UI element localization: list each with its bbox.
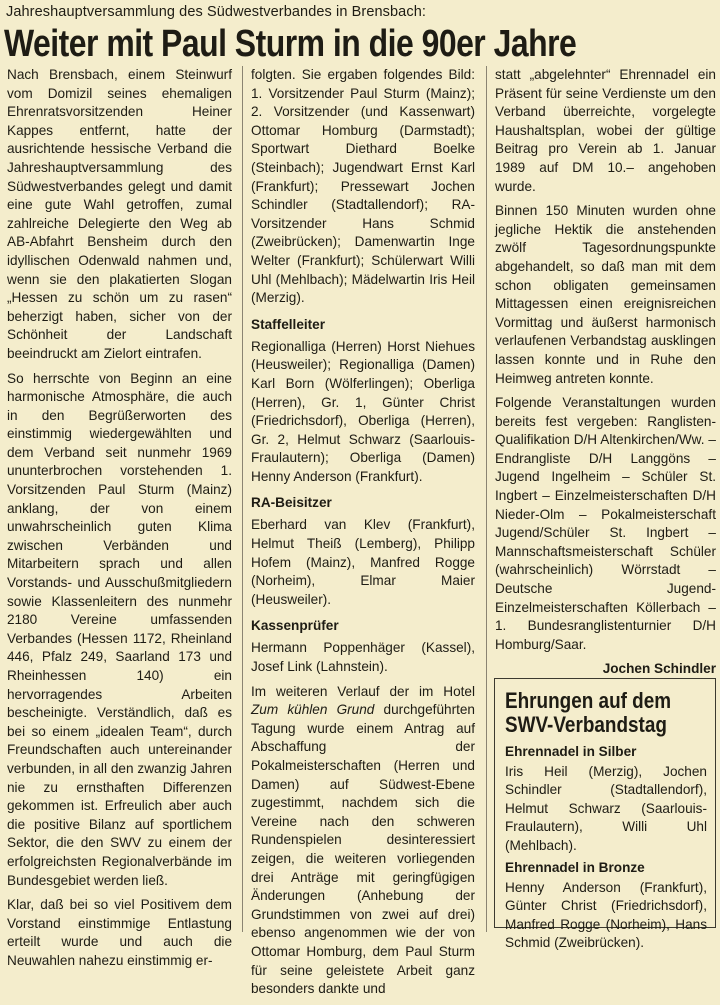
- subheading-ra-beisitzer: RA-Beisitzer: [251, 495, 332, 511]
- title-line: Ehrungen auf dem: [505, 688, 672, 713]
- paragraph: Iris Heil (Merzig), Jochen Schindler (Stadtallendorf), Helmut Schwarz (Saarlouis-Fraulautern), Willi Uhl (Mehlbach).: [505, 764, 707, 853]
- subheading-bronze: Ehrennadel in Bronze: [505, 860, 645, 876]
- honors-box: [494, 678, 716, 951]
- paragraph: Nach Brensbach, einem Steinwurf vom Domizil seines ehemaligen Ehrenratsvorsitzenden Heiner Kappes entfernt, hatte der ausrichtende hessische Verband die Jahreshauptversammlung des Südwestverbandes gelegt und damit eine gute Wahl getroffen, zumal zahlreiche Delegierte den Weg ab AB-Abfahrt Bensheim durch den idyllischen Odenwald nahmen und, wenn sie den plakatierten Slogan „Hessen zu schön um zu rasen“ beherzigt haben, sicher von der Schönheit der Landschaft beeindruckt am Zielort eintrafen.: [7, 67, 232, 361]
- paragraph: Henny Anderson (Frankfurt), Günter Christ (Friedrichsdorf), Manfred Rogge (Norheim), Hans Schmid (Zweibrücken).: [505, 880, 707, 951]
- paragraph: Eberhard van Klev (Frankfurt), Helmut Theiß (Lemberg), Philipp Hofem (Mainz), Manfred Rogge (Norheim), Elmar Maier (Heusweiler).: [251, 517, 475, 607]
- subheading-staffelleiter: Staffelleiter: [251, 316, 326, 332]
- subheading-kassenpruefer: Kassenprüfer: [251, 618, 339, 634]
- column-divider: [486, 66, 487, 932]
- column-divider: [242, 66, 243, 932]
- paragraph: Folgende Veranstaltungen wurden bereits fest vergeben: Ranglisten-Qualifikation D/H Altenkirchen/Ww. – Endrangliste D/H Langgöns – Jugend Ingelheim – Schüler St. Ingbert – Einzelmeisterschaften D/H Nieder-Olm – Pokalmeisterschaft Jugend/Schüler St. Ingbert – Mannschaftsmeisterschaft Schüler (wahrscheinlich) Wörrstadt – Deutsche Jugend-Einzelmeisterschaften Köllerbach – 1. Bundesranglistenturnier D/H Homburg/Saar.: [495, 395, 716, 652]
- honors-box-title: [505, 689, 679, 737]
- text-run: Im weiteren Verlauf der im Hotel: [251, 683, 475, 699]
- paragraph: folgten. Sie ergaben folgendes Bild: 1. Vorsitzender Paul Sturm (Mainz); 2. Vorsitzender (und Kassenwart) Ottomar Homburg (Darmstadt); Sportwart Diethard Boelke (Steinbach); Jugendwart Ernst Karl (Frankfurt); Pressewart Jochen Schindler (Stadtallendorf); RA-Vorsitzender Hans Schmid (Zweibrücken); Damenwartin Inge Welter (Frankfurt); Schülerwart Willi Uhl (Mehlbach); Mädelwartin Iris Heil (Merzig).: [251, 67, 475, 306]
- text-run: durchgeführten Tagung wurde einem Antrag auf Abschaffung der Pokalmeisterschaften (Herren und Damen) auf Südwest-Ebene zugestimmt, nachdem sich die Vereine nach den schweren Rundenspielen desinteressiert zeigen, die weiteren vorliegenden drei Anträge mit geringfügigen Änderungen (Anhebung der Grundstimmen von zwei auf drei) ebenso angenommen wie der von Ottomar Homburg, dem Paul Sturm für seine geleistete Arbeit ganz besonders dankte und: [251, 702, 475, 997]
- hotel-name: Zum kühlen Grund: [251, 702, 375, 718]
- subheading-silver: Ehrennadel in Silber: [505, 744, 637, 759]
- paragraph: Binnen 150 Minuten wurden ohne jegliche Hektik die anstehenden zwölf Tagesordnungspunkte abgehandelt, so daß man mit dem schon obligaten gemeinsamen Mittagessen einen ereignisreichen Vormittag und äußerst harmonisch verlaufenen Verbandstag ausklingen lassen konnte und in Ruhe den Heimweg antreten konnte.: [495, 203, 716, 386]
- article-column-2: [251, 66, 475, 1005]
- article-column-1: [7, 66, 232, 977]
- title-line: SWV-Verbandstag: [505, 712, 667, 737]
- paragraph: statt „abgelehnter“ Ehrennadel ein Präsent für seine Verdienste um den Verband überreichte, vorgelegte Haushaltsplan, wobei der gültige Beitrag pro Verein ab 1. Januar 1989 auf DM 10.– angehoben wurde.: [495, 67, 716, 194]
- paragraph: [251, 683, 475, 999]
- article-kicker: Jahreshauptversammlung des Südwestverbandes in Brensbach:: [6, 4, 426, 20]
- article-headline: Weiter mit Paul Sturm in die 90er Jahre: [4, 23, 577, 65]
- paragraph: Regionalliga (Herren) Horst Niehues (Heusweiler); Regionalliga (Damen) Karl Born (Wölferlingen); Oberliga (Herren), Gr. 1, Günter Christ (Friedrichsdorf), Oberliga (Herren), Gr. 2, Helmut Schwarz (Saarlouis-Fraulautern); Oberliga (Damen) Henny Anderson (Frankfurt).: [251, 338, 475, 484]
- paragraph: So herrschte von Beginn an eine harmonische Atmosphäre, die auch in den Begrüßerworten des einstimmig wiedergewählten und dem Verband seit nunmehr 1969 ununterbrochen vorstehenden 1. Vorsitzenden Paul Sturm (Mainz) anklang, der von einem unwahrscheinlich guten Klima zwischen Verbänden und Mitarbeitern sprach und allen Vorstands- und Ausschußmitgliedern sowie Klassenleitern des nunmehr 2180 Vereine umfassenden Verbandes (Hessen 1172, Rheinland 446, Pfalz 249, Saarland 173 und Rheinhessen 140) ein hervorragendes Arbeiten bescheinigte. Verständlich, daß es bei so einem „idealen Team“, durch Freundschaften auch untereinander verbunden, in all den zwanzig Jahren nie zu ernsthaften Differenzen gekommen ist. Erfreulich aber auch die positive Bilanz auf sportlichem Sektor, die den SWV zu einem der erfolgreichsten Regionalverbände im Bundesgebiet werden ließ.: [7, 370, 232, 888]
- article-column-3: [495, 66, 716, 685]
- paragraph: Hermann Poppenhäger (Kassel), Josef Link (Lahnstein).: [251, 640, 475, 675]
- author-byline: Jochen Schindler: [602, 661, 716, 677]
- paragraph: Klar, daß bei so viel Positivem dem Vorstand einstimmige Entlastung erteilt wurde und auch die Neuwahlen nahezu einstimmig er-: [7, 897, 232, 968]
